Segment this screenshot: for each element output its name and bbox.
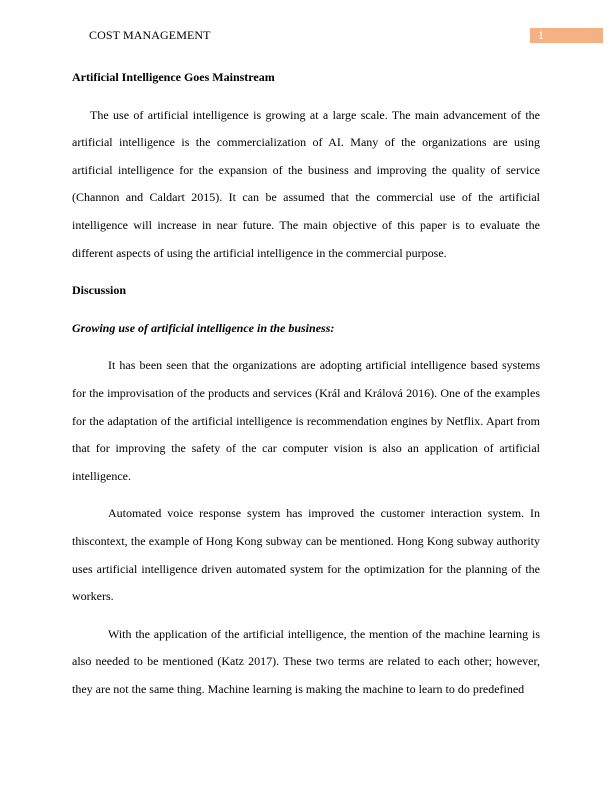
discussion-heading: Discussion [72,283,127,298]
body-paragraph: With the application of the artificial intelligence, the mention of the machine learning is also needed to be mentioned (Katz 2017). These two terms are related to each other; however, they are not the same thing. Machine learning is making the machine to learn to do predefined [72,626,540,696]
spacer [72,267,540,277]
spacer [72,490,540,500]
page-number-badge [530,28,603,43]
page-number: 1 [538,28,544,42]
section-title: Artificial Intelligence Goes Mainstream [72,70,275,84]
spacer [72,611,540,621]
intro-paragraph: The use of artificial intelligence is growing at a large scale. The main advancement of the artificial intelligence is the commercialization of AI. Many of the organizations are using artificial intelligence for the expansion of the business and improving the quality of service (Channon and Caldart 2015). It can be assumed that the commercial use of the artificial intelligence will increase in near future. The main objective of this paper is to evaluate the different aspects of using the artificial intelligence in the commercial purpose. [72,107,540,260]
subheading: Growing use of artificial intelligence in the business: [72,320,335,335]
body-paragraph: Automated voice response system has improved the customer interaction system. In thiscontext, the example of Hong Kong subway can be mentioned. Hong Kong subway authority uses artificial intelligence driven automated system for the optimization for the planning of the workers. [72,506,540,604]
spacer [72,342,540,352]
document-body [72,64,540,703]
running-header-title: COST MANAGEMENT [89,28,211,42]
spacer [72,305,540,315]
body-paragraph: It has been seen that the organizations are adopting artificial intelligence based systems for the improvisation of the products and services (Král and Králová 2016). One of the examples for the adaptation of the artificial intelligence is recommendation engines by Netflix. Apart from that for improving the safety of the car computer vision is also an application of artificial intelligence. [72,358,540,483]
spacer [72,92,540,102]
